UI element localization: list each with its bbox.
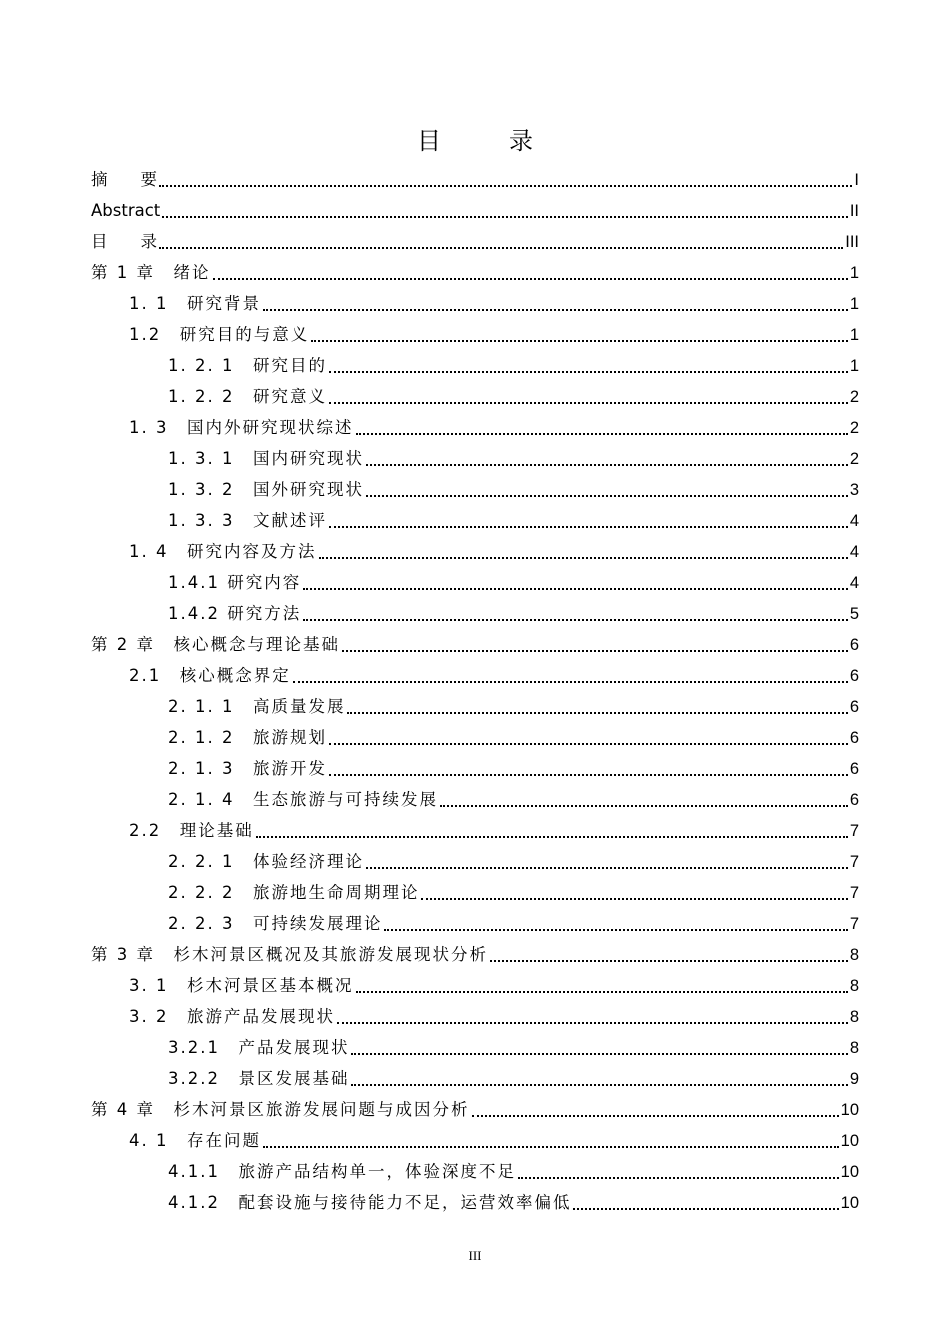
- toc-leader-dots: [213, 276, 848, 280]
- toc-entry-1-2-2[interactable]: [168, 381, 859, 412]
- toc-entry-text: 3.2.2 景区发展基础: [168, 1068, 350, 1088]
- toc-leader-dots: [421, 896, 847, 900]
- toc-leader-dots: [329, 369, 848, 373]
- toc-entry-text: 4. 1 存在问题: [129, 1130, 261, 1150]
- toc-page-number: 2: [849, 387, 859, 406]
- toc-entry-text: 2.2 理论基础: [129, 820, 254, 840]
- toc-entry-text: 1. 2. 1 研究目的: [168, 355, 327, 375]
- toc-leader-dots: [329, 400, 848, 404]
- toc-leader-dots: [440, 803, 848, 807]
- toc-leader-dots: [159, 183, 852, 187]
- toc-entry-3-2-1[interactable]: [168, 1032, 859, 1063]
- toc-entry-4-1-1[interactable]: [168, 1156, 859, 1187]
- toc-leader-dots: [303, 586, 848, 590]
- toc-entry-text: 2. 2. 1 体验经济理论: [168, 851, 364, 871]
- toc-leader-dots: [573, 1206, 838, 1210]
- toc-entry-text: 1.2 研究目的与意义: [129, 324, 310, 344]
- toc-page-number: 3: [849, 480, 859, 499]
- toc-leader-dots: [384, 927, 847, 931]
- toc-entry-abstract[interactable]: [91, 195, 859, 226]
- toc-leader-dots: [256, 834, 848, 838]
- toc-entry-text: 3.2.1 产品发展现状: [168, 1037, 350, 1057]
- toc-page-number: 4: [849, 511, 859, 530]
- toc-entry-text: 2. 1. 2 旅游规划: [168, 727, 327, 747]
- toc-leader-dots: [329, 524, 848, 528]
- toc-leader-dots: [472, 1113, 839, 1117]
- toc-page-number: 7: [849, 821, 859, 840]
- toc-entry-1-2[interactable]: [129, 319, 859, 350]
- toc-entry-text: 1. 4 研究内容及方法: [129, 541, 317, 561]
- toc-entry-text: 2. 2. 3 可持续发展理论: [168, 913, 383, 933]
- toc-page-number: 1: [849, 356, 859, 375]
- toc-leader-dots: [311, 338, 848, 342]
- toc-entry-zhaiyao[interactable]: [91, 164, 859, 195]
- toc-page-number: 6: [849, 635, 859, 654]
- toc-page-number: 6: [849, 666, 859, 685]
- toc-page-number: 8: [849, 1007, 859, 1026]
- toc-entry-text: 目 录: [91, 231, 157, 251]
- toc-entry-2-2[interactable]: [129, 815, 859, 846]
- toc-page-number: 9: [849, 1069, 859, 1088]
- toc-page-number: 10: [840, 1162, 859, 1181]
- toc-page-number: 6: [849, 728, 859, 747]
- toc-page-number: 8: [849, 1038, 859, 1057]
- toc-entry-text: 1. 3. 1 国内研究现状: [168, 448, 364, 468]
- toc-entry-1-3[interactable]: [129, 412, 859, 443]
- toc-leader-dots: [159, 245, 843, 249]
- toc-page-number: 8: [849, 976, 859, 995]
- toc-page-number: 7: [849, 883, 859, 902]
- toc-entry-1-3-1[interactable]: [168, 443, 859, 474]
- toc-leader-dots: [263, 307, 848, 311]
- toc-entry-text: 2. 2. 2 旅游地生命周期理论: [168, 882, 420, 902]
- toc-entry-4-1[interactable]: [129, 1125, 859, 1156]
- toc-entry-2-2-2[interactable]: [168, 877, 859, 908]
- toc-page-number: II: [849, 201, 859, 220]
- toc-page-number: 5: [849, 604, 859, 623]
- toc-entry-4-1-2[interactable]: [168, 1187, 859, 1218]
- toc-leader-dots: [351, 1082, 847, 1086]
- toc-leader-dots: [329, 741, 848, 745]
- toc-entry-1-3-3[interactable]: [168, 505, 859, 536]
- toc-leader-dots: [356, 989, 848, 993]
- toc-page-number: 8: [849, 945, 859, 964]
- toc-entry-text: 第 3 章 杉木河景区概况及其旅游发展现状分析: [91, 944, 488, 964]
- toc-entry-mulu[interactable]: [91, 226, 859, 257]
- toc-entry-chapter-3[interactable]: [91, 939, 859, 970]
- toc-entry-2-2-1[interactable]: [168, 846, 859, 877]
- toc-leader-dots: [303, 617, 848, 621]
- page-number-footer: III: [468, 1248, 482, 1263]
- toc-leader-dots: [518, 1175, 839, 1179]
- toc-entry-text: 1. 3 国内外研究现状综述: [129, 417, 354, 437]
- toc-entry-2-1-1[interactable]: [168, 691, 859, 722]
- toc-entry-text: 1. 3. 3 文献述评: [168, 510, 327, 530]
- toc-entry-2-1-2[interactable]: [168, 722, 859, 753]
- toc-leader-dots: [263, 1144, 839, 1148]
- toc-page-number: 10: [840, 1100, 859, 1119]
- toc-entry-text: 1. 3. 2 国外研究现状: [168, 479, 364, 499]
- toc-leader-dots: [366, 462, 848, 466]
- toc-leader-dots: [366, 865, 848, 869]
- toc-leader-dots: [329, 772, 848, 776]
- toc-leader-dots: [337, 1020, 848, 1024]
- toc-entry-1-4[interactable]: [129, 536, 859, 567]
- toc-page-number: 1: [849, 325, 859, 344]
- toc-entry-text: 3. 1 杉木河景区基本概况: [129, 975, 354, 995]
- toc-entry-text: 2. 1. 3 旅游开发: [168, 758, 327, 778]
- toc-leader-dots: [293, 679, 848, 683]
- toc-entry-text: 1. 1 研究背景: [129, 293, 261, 313]
- toc-page-number: 4: [849, 542, 859, 561]
- toc-entry-text: 3. 2 旅游产品发展现状: [129, 1006, 335, 1026]
- toc-entry-text: 1.4.2 研究方法: [168, 603, 302, 623]
- toc-entry-1-4-1[interactable]: [168, 567, 859, 598]
- toc-entry-3-2-2[interactable]: [168, 1063, 859, 1094]
- toc-entry-3-1[interactable]: [129, 970, 859, 1001]
- toc-leader-dots: [319, 555, 848, 559]
- toc-leader-dots: [162, 214, 848, 218]
- toc-page-number: 2: [849, 418, 859, 437]
- toc-leader-dots: [366, 493, 848, 497]
- toc-entry-chapter-4[interactable]: [91, 1094, 859, 1125]
- toc-entry-2-1-3[interactable]: [168, 753, 859, 784]
- toc-entry-text: 摘 要: [91, 169, 157, 189]
- toc-entry-text: 第 4 章 杉木河景区旅游发展问题与成因分析: [91, 1099, 470, 1119]
- toc-entry-2-2-3[interactable]: [168, 908, 859, 939]
- toc-page-number: 10: [840, 1131, 859, 1150]
- toc-page-number: 4: [849, 573, 859, 592]
- toc-leader-dots: [342, 648, 848, 652]
- toc-entry-text: 2.1 核心概念界定: [129, 665, 291, 685]
- toc-entry-2-1-4[interactable]: [168, 784, 859, 815]
- toc-entry-1-4-2[interactable]: [168, 598, 859, 629]
- toc-entry-chapter-1[interactable]: [91, 257, 859, 288]
- toc-page-number: 10: [840, 1193, 859, 1212]
- toc-page-number: 6: [849, 697, 859, 716]
- toc-entry-3-2[interactable]: [129, 1001, 859, 1032]
- toc-page-number: I: [854, 170, 859, 189]
- toc-entry-1-1[interactable]: [129, 288, 859, 319]
- toc-page-number: 7: [849, 914, 859, 933]
- toc-entry-text: 1.4.1 研究内容: [168, 572, 302, 592]
- toc-leader-dots: [490, 958, 848, 962]
- toc-entry-text: Abstract: [91, 200, 161, 220]
- toc-page-number: III: [845, 232, 859, 251]
- toc-entry-text: 第 1 章 绪论: [91, 262, 211, 282]
- toc-leader-dots: [351, 1051, 847, 1055]
- toc-entry-text: 4.1.1 旅游产品结构单一，体验深度不足: [168, 1161, 516, 1181]
- toc-page-number: 1: [849, 294, 859, 313]
- page-title: 目 录: [417, 127, 555, 155]
- toc-entry-2-1[interactable]: [129, 660, 859, 691]
- toc-leader-dots: [356, 431, 848, 435]
- toc-page-number: 7: [849, 852, 859, 871]
- toc-page-number: 6: [849, 790, 859, 809]
- toc-entry-text: 4.1.2 配套设施与接待能力不足，运营效率偏低: [168, 1192, 572, 1212]
- toc-entry-chapter-2[interactable]: [91, 629, 859, 660]
- toc-leader-dots: [347, 710, 847, 714]
- toc-page-number: 1: [849, 263, 859, 282]
- toc-page-number: 2: [849, 449, 859, 468]
- toc-page-number: 6: [849, 759, 859, 778]
- toc-entry-text: 1. 2. 2 研究意义: [168, 386, 327, 406]
- toc-entry-1-3-2[interactable]: [168, 474, 859, 505]
- toc-entry-text: 第 2 章 核心概念与理论基础: [91, 634, 340, 654]
- toc-entry-text: 2. 1. 1 高质量发展: [168, 696, 346, 716]
- toc-entry-text: 2. 1. 4 生态旅游与可持续发展: [168, 789, 438, 809]
- toc-entry-1-2-1[interactable]: [168, 350, 859, 381]
